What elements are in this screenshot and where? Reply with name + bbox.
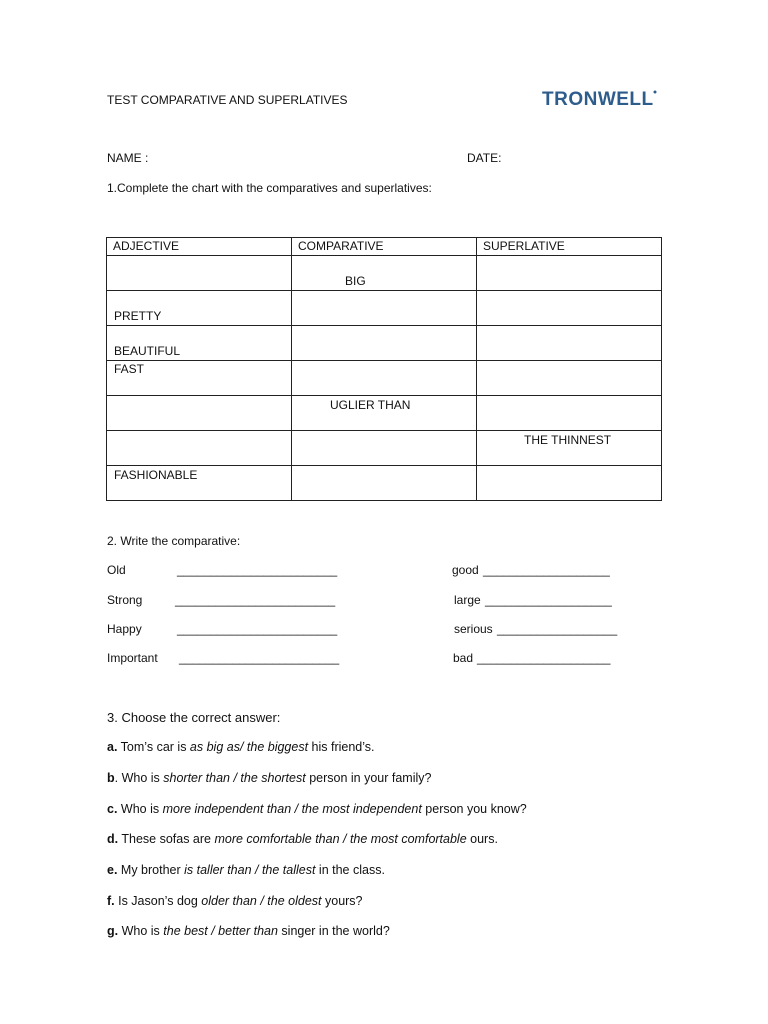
chart-cell[interactable]: [477, 256, 662, 291]
name-label: NAME :: [107, 151, 149, 165]
question-text: yours?: [321, 894, 363, 908]
word-bad: bad: [453, 651, 474, 665]
cell-text: BEAUTIFUL: [114, 344, 181, 358]
chart-cell[interactable]: [477, 291, 662, 326]
question-a: [107, 740, 375, 754]
answer-blank[interactable]: ________________________: [175, 593, 336, 607]
word-important: Important: [107, 651, 158, 665]
cell-text: PRETTY: [114, 309, 162, 323]
column-header-superlative: SUPERLATIVE: [477, 238, 662, 256]
chart-cell[interactable]: [107, 431, 292, 466]
question-text: My brother: [117, 863, 185, 877]
answer-options[interactable]: as big as/ the biggest: [189, 740, 309, 754]
word-old: Old: [107, 563, 126, 577]
chart-cell[interactable]: [107, 291, 292, 326]
chart-cell[interactable]: [292, 361, 477, 396]
answer-blank[interactable]: ___________________: [483, 563, 610, 577]
cell-text: FAST: [114, 362, 145, 376]
word-good: good: [452, 563, 479, 577]
question-d: [107, 832, 498, 846]
chart-cell[interactable]: [292, 256, 477, 291]
question-text: These sofas are: [118, 832, 215, 846]
chart-cell[interactable]: [107, 326, 292, 361]
question-text: in the class.: [315, 863, 385, 877]
column-header-comparative: COMPARATIVE: [292, 238, 477, 256]
answer-options[interactable]: more comfortable than / the most comfortable: [214, 832, 467, 846]
table-row: [107, 291, 662, 326]
cell-text: BIG: [345, 274, 366, 288]
section1-heading: 1.Complete the chart with the comparatives and superlatives:: [107, 181, 432, 195]
page-title: TEST COMPARATIVE AND SUPERLATIVES: [107, 93, 348, 107]
chart-cell[interactable]: [477, 396, 662, 431]
table-row: [107, 431, 662, 466]
tronwell-logo: [542, 87, 658, 111]
table-row: [107, 361, 662, 396]
question-letter: b: [107, 771, 115, 785]
question-text: Who is: [118, 924, 164, 938]
chart-cell[interactable]: [292, 326, 477, 361]
word-serious: serious: [454, 622, 493, 636]
comparatives-chart: [106, 237, 662, 501]
answer-blank[interactable]: ________________________: [177, 563, 338, 577]
cell-text: FASHIONABLE: [114, 468, 198, 482]
question-text: Is Jason’s dog: [114, 894, 202, 908]
table-row: [107, 396, 662, 431]
question-letter: a.: [107, 740, 118, 754]
question-text: person you know?: [421, 802, 527, 816]
answer-blank[interactable]: ________________________: [177, 622, 338, 636]
question-letter: f.: [107, 894, 115, 908]
question-text: Who is: [117, 802, 163, 816]
answer-blank[interactable]: ________________________: [179, 651, 340, 665]
section2-heading: 2. Write the comparative:: [107, 534, 241, 548]
question-letter: d.: [107, 832, 119, 846]
answer-options[interactable]: older than / the oldest: [201, 894, 322, 908]
question-e: [107, 863, 385, 877]
chart-cell[interactable]: [292, 291, 477, 326]
answer-options[interactable]: shorter than / the shortest: [163, 771, 306, 785]
question-text: . Who is: [114, 771, 164, 785]
chart-cell[interactable]: [107, 396, 292, 431]
chart-cell[interactable]: [477, 431, 662, 466]
question-c: [107, 802, 527, 816]
word-large: large: [454, 593, 481, 607]
question-text: ours.: [466, 832, 498, 846]
question-text: person in your family?: [305, 771, 432, 785]
chart-cell[interactable]: [292, 396, 477, 431]
chart-cell[interactable]: [292, 431, 477, 466]
question-text: singer in the world?: [277, 924, 390, 938]
answer-blank[interactable]: ___________________: [485, 593, 612, 607]
answer-blank[interactable]: ____________________: [477, 651, 611, 665]
chart-cell[interactable]: [477, 361, 662, 396]
date-label: DATE:: [467, 151, 502, 165]
question-letter: g.: [107, 924, 119, 938]
question-text: his friend’s.: [308, 740, 375, 754]
question-g: [107, 924, 390, 938]
chart-cell[interactable]: [107, 466, 292, 501]
section3-heading: 3. Choose the correct answer:: [107, 710, 281, 725]
question-f: [107, 894, 363, 908]
question-letter: e.: [107, 863, 118, 877]
question-b: [107, 771, 431, 785]
cell-text: THE THINNEST: [524, 433, 612, 447]
svg-text:TRONWELL: TRONWELL: [542, 89, 654, 110]
chart-header-row: [107, 238, 662, 256]
chart-cell[interactable]: [292, 466, 477, 501]
answer-blank[interactable]: __________________: [497, 622, 618, 636]
table-row: [107, 256, 662, 291]
table-row: [107, 466, 662, 501]
word-strong: Strong: [107, 593, 143, 607]
word-happy: Happy: [107, 622, 142, 636]
answer-options[interactable]: is taller than / the tallest: [184, 863, 316, 877]
question-letter: c.: [107, 802, 118, 816]
chart-cell[interactable]: [107, 361, 292, 396]
answer-options[interactable]: more independent than / the most independent: [162, 802, 422, 816]
question-text: Tom’s car is: [117, 740, 190, 754]
answer-options[interactable]: the best / better than: [163, 924, 278, 938]
table-row: [107, 326, 662, 361]
cell-text: UGLIER THAN: [330, 398, 411, 412]
chart-cell[interactable]: [477, 466, 662, 501]
chart-cell[interactable]: [477, 326, 662, 361]
column-header-adjective: ADJECTIVE: [107, 238, 292, 256]
chart-cell[interactable]: [107, 256, 292, 291]
